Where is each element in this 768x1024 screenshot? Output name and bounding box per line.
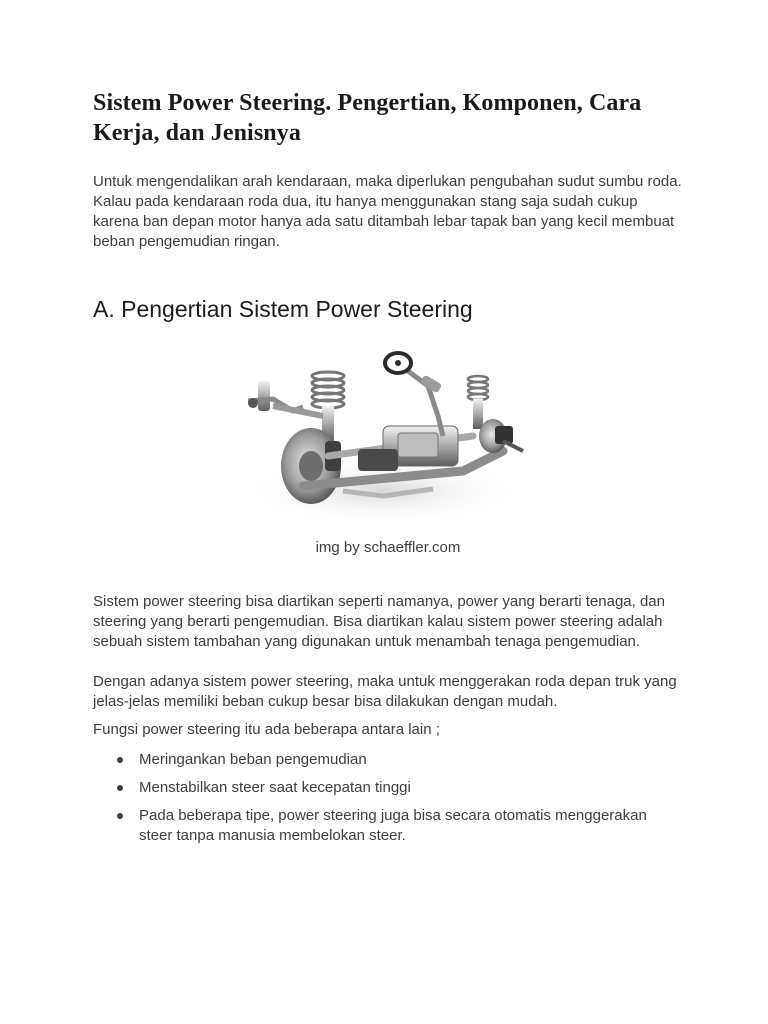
- list-item: [93, 778, 683, 798]
- list-item: [93, 806, 683, 846]
- truck-paragraph: Dengan adanya sistem power steering, maka untuk menggerakan roda depan truk yang jelas-jelas memiliki beban cukup besar bisa dilakukan dengan mudah.: [93, 673, 677, 710]
- section-a-heading: A. Pengertian Sistem Power Steering: [93, 296, 473, 322]
- list-item-text: Meringankan beban pengemudian: [139, 751, 367, 768]
- bullet-icon: [117, 813, 123, 819]
- power-steering-illustration: [93, 341, 683, 531]
- functions-intro-paragraph: Fungsi power steering itu ada beberapa antara lain ;: [93, 721, 440, 738]
- list-item-text: Menstabilkan steer saat kecepatan tinggi: [139, 779, 411, 796]
- intro-paragraph: Untuk mengendalikan arah kendaraan, maka diperlukan pengubahan sudut sumbu roda. Kalau pada kendaraan roda dua, itu hanya menggunakan stang saja sudah cukup karena ban depan motor hanya ada satu ditambah lebar tapak ban yang kecil membuat beban pengemudian ringan.: [93, 173, 682, 250]
- document-page: [93, 88, 683, 854]
- document-title: Sistem Power Steering. Pengertian, Komponen, Cara Kerja, dan Jenisnya: [93, 90, 642, 146]
- functions-list: [93, 750, 683, 846]
- list-item-text: Pada beberapa tipe, power steering juga bisa secara otomatis menggerakan steer tanpa manusia membelokan steer.: [139, 807, 647, 844]
- definition-paragraph: Sistem power steering bisa diartikan seperti namanya, power yang berarti tenaga, dan steering yang berarti pengemudian. Bisa diartikan kalau sistem power steering adalah sebuah sistem tambahan yang digunakan untuk menambah tenaga pengemudian.: [93, 593, 665, 650]
- bullet-icon: [117, 757, 123, 763]
- figure-caption: img by schaeffler.com: [315, 539, 461, 556]
- list-item: [93, 750, 683, 770]
- bullet-icon: [117, 785, 123, 791]
